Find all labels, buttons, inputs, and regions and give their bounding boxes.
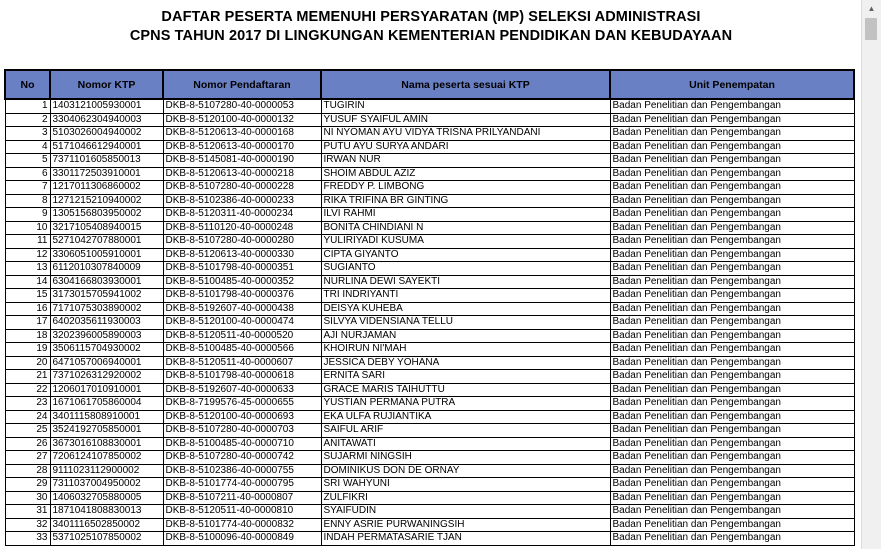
cell-nama-peserta: ILVI RAHMI bbox=[321, 208, 610, 222]
cell-nomor-ktp: 1305156803950002 bbox=[50, 208, 163, 222]
cell-unit-penempatan: Badan Penelitian dan Pengembangan bbox=[610, 383, 854, 397]
table-row bbox=[5, 343, 854, 357]
document-title-line2: CPNS TAHUN 2017 DI LINGKUNGAN KEMENTERIAN PENDIDIKAN DAN KEBUDAYAAN bbox=[129, 28, 733, 44]
cell-unit-penempatan: Badan Penelitian dan Pengembangan bbox=[610, 464, 854, 478]
table-row bbox=[5, 275, 854, 289]
cell-nama-peserta: SUGIANTO bbox=[321, 262, 610, 276]
table-row bbox=[5, 181, 854, 195]
cell-nama-peserta: RIKA TRIFINA BR GINTING bbox=[321, 194, 610, 208]
table-row bbox=[5, 410, 854, 424]
cell-nomor-pendaftaran: DKB-8-5102386-40-0000233 bbox=[163, 194, 321, 208]
cell-no: 22 bbox=[5, 383, 50, 397]
cell-unit-penempatan: Badan Penelitian dan Pengembangan bbox=[610, 99, 854, 113]
cell-no: 24 bbox=[5, 410, 50, 424]
header-unit-penempatan: Unit Penempatan bbox=[610, 70, 854, 99]
cell-nama-peserta: SUJARMI NINGSIH bbox=[321, 451, 610, 465]
cell-no: 12 bbox=[5, 248, 50, 262]
participants-table bbox=[4, 69, 855, 546]
cell-nama-peserta: PUTU AYU SURYA ANDARI bbox=[321, 140, 610, 154]
header-nama-peserta: Nama peserta sesuai KTP bbox=[321, 70, 610, 99]
cell-nama-peserta: NI NYOMAN AYU VIDYA TRISNA PRILYANDANI bbox=[321, 127, 610, 141]
table-row bbox=[5, 302, 854, 316]
cell-nomor-pendaftaran: DKB-8-5100096-40-0000849 bbox=[163, 532, 321, 546]
cell-nama-peserta: DOMINIKUS DON DE ORNAY bbox=[321, 464, 610, 478]
cell-nomor-pendaftaran: DKB-8-5120613-40-0000170 bbox=[163, 140, 321, 154]
table-row bbox=[5, 221, 854, 235]
cell-unit-penempatan: Badan Penelitian dan Pengembangan bbox=[610, 235, 854, 249]
table-row bbox=[5, 167, 854, 181]
cell-nama-peserta: KHOIRUN NI'MAH bbox=[321, 343, 610, 357]
cell-nama-peserta: SAIFUL ARIF bbox=[321, 424, 610, 438]
cell-unit-penempatan: Badan Penelitian dan Pengembangan bbox=[610, 343, 854, 357]
cell-nomor-ktp: 6112010307840009 bbox=[50, 262, 163, 276]
cell-no: 8 bbox=[5, 194, 50, 208]
cell-nomor-pendaftaran: DKB-8-5107211-40-0000807 bbox=[163, 491, 321, 505]
cell-nomor-ktp: 5103026004940002 bbox=[50, 127, 163, 141]
cell-unit-penempatan: Badan Penelitian dan Pengembangan bbox=[610, 356, 854, 370]
cell-nomor-pendaftaran: DKB-8-5102386-40-0000755 bbox=[163, 464, 321, 478]
cell-no: 26 bbox=[5, 437, 50, 451]
cell-nomor-pendaftaran: DKB-8-5145081-40-0000190 bbox=[163, 154, 321, 168]
cell-nama-peserta: TUGIRIN bbox=[321, 99, 610, 113]
cell-nama-peserta: DEISYA KUHEBA bbox=[321, 302, 610, 316]
table-row bbox=[5, 140, 854, 154]
cell-nomor-pendaftaran: DKB-8-5120100-40-0000132 bbox=[163, 113, 321, 127]
cell-no: 4 bbox=[5, 140, 50, 154]
cell-nama-peserta: BONITA CHINDIANI N bbox=[321, 221, 610, 235]
cell-nomor-ktp: 7371026312920002 bbox=[50, 370, 163, 384]
cell-nama-peserta: GRACE MARIS TAIHUTTU bbox=[321, 383, 610, 397]
cell-no: 5 bbox=[5, 154, 50, 168]
cell-nama-peserta: YULIRIYADI KUSUMA bbox=[321, 235, 610, 249]
cell-unit-penempatan: Badan Penelitian dan Pengembangan bbox=[610, 302, 854, 316]
cell-no: 2 bbox=[5, 113, 50, 127]
cell-nama-peserta: YUSTIAN PERMANA PUTRA bbox=[321, 397, 610, 411]
cell-nama-peserta: SILVYA VIDENSIANA TELLU bbox=[321, 316, 610, 330]
cell-nomor-pendaftaran: DKB-8-5101774-40-0000795 bbox=[163, 478, 321, 492]
cell-nama-peserta: SYAIFUDIN bbox=[321, 505, 610, 519]
cell-no: 6 bbox=[5, 167, 50, 181]
table-row bbox=[5, 235, 854, 249]
cell-nomor-pendaftaran: DKB-8-5100485-40-0000566 bbox=[163, 343, 321, 357]
cell-unit-penempatan: Badan Penelitian dan Pengembangan bbox=[610, 140, 854, 154]
cell-unit-penempatan: Badan Penelitian dan Pengembangan bbox=[610, 275, 854, 289]
cell-no: 31 bbox=[5, 505, 50, 519]
cell-unit-penempatan: Badan Penelitian dan Pengembangan bbox=[610, 127, 854, 141]
table-row bbox=[5, 289, 854, 303]
table-row bbox=[5, 505, 854, 519]
cell-no: 11 bbox=[5, 235, 50, 249]
cell-nomor-pendaftaran: DKB-8-5107280-40-0000228 bbox=[163, 181, 321, 195]
cell-nomor-ktp: 3304062304940003 bbox=[50, 113, 163, 127]
table-row bbox=[5, 127, 854, 141]
table-header-row bbox=[5, 70, 854, 99]
cell-no: 28 bbox=[5, 464, 50, 478]
cell-nomor-pendaftaran: DKB-8-5101774-40-0000832 bbox=[163, 518, 321, 532]
cell-no: 25 bbox=[5, 424, 50, 438]
table-row bbox=[5, 397, 854, 411]
cell-nama-peserta: CIPTA GIYANTO bbox=[321, 248, 610, 262]
cell-unit-penempatan: Badan Penelitian dan Pengembangan bbox=[610, 505, 854, 519]
cell-nomor-pendaftaran: DKB-8-5100485-40-0000352 bbox=[163, 275, 321, 289]
cell-unit-penempatan: Badan Penelitian dan Pengembangan bbox=[610, 113, 854, 127]
cell-nomor-pendaftaran: DKB-8-5107280-40-0000280 bbox=[163, 235, 321, 249]
cell-nama-peserta: IRWAN NUR bbox=[321, 154, 610, 168]
cell-no: 32 bbox=[5, 518, 50, 532]
cell-nomor-ktp: 5371025107850002 bbox=[50, 532, 163, 546]
cell-nomor-pendaftaran: DKB-8-5120613-40-0000218 bbox=[163, 167, 321, 181]
cell-nomor-ktp: 1217011306860002 bbox=[50, 181, 163, 195]
cell-nomor-ktp: 3524192705850001 bbox=[50, 424, 163, 438]
cell-nama-peserta: EKA ULFA RUJIANTIKA bbox=[321, 410, 610, 424]
header-nomor-pendaftaran: Nomor Pendaftaran bbox=[163, 70, 321, 99]
cell-nomor-pendaftaran: DKB-8-5110120-40-0000248 bbox=[163, 221, 321, 235]
cell-nama-peserta: AJI NURJAMAN bbox=[321, 329, 610, 343]
cell-nomor-pendaftaran: DKB-8-5120100-40-0000693 bbox=[163, 410, 321, 424]
cell-nama-peserta: YUSUF SYAIFUL AMIN bbox=[321, 113, 610, 127]
cell-nama-peserta: NURLINA DEWI SAYEKTI bbox=[321, 275, 610, 289]
cell-nama-peserta: ERNITA SARI bbox=[321, 370, 610, 384]
cell-no: 33 bbox=[5, 532, 50, 546]
cell-nomor-ktp: 7371101605850013 bbox=[50, 154, 163, 168]
document-title-line1: DAFTAR PESERTA MEMENUHI PERSYARATAN (MP) SELEKSI ADMINISTRASI bbox=[161, 9, 701, 25]
table-row bbox=[5, 478, 854, 492]
cell-nomor-ktp: 1406032705880005 bbox=[50, 491, 163, 505]
cell-nomor-ktp: 7171075303890002 bbox=[50, 302, 163, 316]
cell-unit-penempatan: Badan Penelitian dan Pengembangan bbox=[610, 437, 854, 451]
cell-nomor-ktp: 1206017010910001 bbox=[50, 383, 163, 397]
table-row bbox=[5, 113, 854, 127]
cell-nama-peserta: SHOIM ABDUL AZIZ bbox=[321, 167, 610, 181]
cell-nama-peserta: FREDDY P. LIMBONG bbox=[321, 181, 610, 195]
table-row bbox=[5, 154, 854, 168]
cell-nama-peserta: INDAH PERMATASARIE TJAN bbox=[321, 532, 610, 546]
cell-unit-penempatan: Badan Penelitian dan Pengembangan bbox=[610, 478, 854, 492]
cell-nomor-ktp: 3506115704930002 bbox=[50, 343, 163, 357]
cell-nama-peserta: JESSICA DEBY YOHANA bbox=[321, 356, 610, 370]
cell-nomor-ktp: 3673016108830001 bbox=[50, 437, 163, 451]
cell-nama-peserta: ENNY ASRIE PURWANINGSIH bbox=[321, 518, 610, 532]
table-row bbox=[5, 437, 854, 451]
cell-unit-penempatan: Badan Penelitian dan Pengembangan bbox=[610, 289, 854, 303]
cell-nomor-pendaftaran: DKB-8-5120311-40-0000234 bbox=[163, 208, 321, 222]
cell-nomor-ktp: 1671061705860004 bbox=[50, 397, 163, 411]
cell-nama-peserta: ANITAWATI bbox=[321, 437, 610, 451]
cell-nomor-ktp: 6402035611930003 bbox=[50, 316, 163, 330]
triangle-up-icon[interactable]: ▲ bbox=[867, 4, 876, 13]
table-row bbox=[5, 424, 854, 438]
cell-nomor-ktp: 7206124107850002 bbox=[50, 451, 163, 465]
cell-nomor-ktp: 3217105408940015 bbox=[50, 221, 163, 235]
cell-nomor-ktp: 1271215210940002 bbox=[50, 194, 163, 208]
table-row bbox=[5, 518, 854, 532]
table-row bbox=[5, 370, 854, 384]
cell-no: 7 bbox=[5, 181, 50, 195]
table-row bbox=[5, 532, 854, 546]
table-row bbox=[5, 99, 854, 113]
cell-no: 14 bbox=[5, 275, 50, 289]
scrollbar-thumb[interactable] bbox=[865, 18, 877, 40]
cell-nomor-pendaftaran: DKB-8-7199576-45-0000655 bbox=[163, 397, 321, 411]
cell-nomor-pendaftaran: DKB-8-5120511-40-0000810 bbox=[163, 505, 321, 519]
table-body bbox=[5, 99, 854, 545]
cell-nomor-pendaftaran: DKB-8-5107280-40-0000742 bbox=[163, 451, 321, 465]
cell-no: 23 bbox=[5, 397, 50, 411]
cell-no: 13 bbox=[5, 262, 50, 276]
cell-unit-penempatan: Badan Penelitian dan Pengembangan bbox=[610, 221, 854, 235]
cell-nomor-ktp: 1403121005930001 bbox=[50, 99, 163, 113]
cell-nomor-ktp: 3401115808910001 bbox=[50, 410, 163, 424]
cell-nomor-pendaftaran: DKB-8-5120613-40-0000168 bbox=[163, 127, 321, 141]
cell-unit-penempatan: Badan Penelitian dan Pengembangan bbox=[610, 329, 854, 343]
cell-no: 29 bbox=[5, 478, 50, 492]
cell-unit-penempatan: Badan Penelitian dan Pengembangan bbox=[610, 316, 854, 330]
cell-no: 20 bbox=[5, 356, 50, 370]
cell-nomor-ktp: 5171046612940001 bbox=[50, 140, 163, 154]
cell-nomor-ktp: 9111023112900002 bbox=[50, 464, 163, 478]
cell-nomor-pendaftaran: DKB-8-5107280-40-0000053 bbox=[163, 99, 321, 113]
cell-unit-penempatan: Badan Penelitian dan Pengembangan bbox=[610, 397, 854, 411]
cell-no: 17 bbox=[5, 316, 50, 330]
cell-unit-penempatan: Badan Penelitian dan Pengembangan bbox=[610, 194, 854, 208]
table-row bbox=[5, 356, 854, 370]
cell-no: 19 bbox=[5, 343, 50, 357]
cell-nama-peserta: ZULFIKRI bbox=[321, 491, 610, 505]
cell-nomor-pendaftaran: DKB-8-5101798-40-0000376 bbox=[163, 289, 321, 303]
cell-unit-penempatan: Badan Penelitian dan Pengembangan bbox=[610, 167, 854, 181]
cell-no: 9 bbox=[5, 208, 50, 222]
header-nomor-ktp: Nomor KTP bbox=[50, 70, 163, 99]
cell-no: 21 bbox=[5, 370, 50, 384]
cell-nomor-ktp: 1871041808830013 bbox=[50, 505, 163, 519]
cell-nomor-ktp: 7311037004950002 bbox=[50, 478, 163, 492]
cell-unit-penempatan: Badan Penelitian dan Pengembangan bbox=[610, 370, 854, 384]
table-row bbox=[5, 316, 854, 330]
cell-nomor-ktp: 6471057006940001 bbox=[50, 356, 163, 370]
cell-nomor-pendaftaran: DKB-8-5192607-40-0000438 bbox=[163, 302, 321, 316]
table-row bbox=[5, 262, 854, 276]
cell-unit-penempatan: Badan Penelitian dan Pengembangan bbox=[610, 154, 854, 168]
cell-nomor-pendaftaran: DKB-8-5120511-40-0000520 bbox=[163, 329, 321, 343]
cell-unit-penempatan: Badan Penelitian dan Pengembangan bbox=[610, 248, 854, 262]
cell-nomor-pendaftaran: DKB-8-5120100-40-0000474 bbox=[163, 316, 321, 330]
cell-unit-penempatan: Badan Penelitian dan Pengembangan bbox=[610, 262, 854, 276]
cell-unit-penempatan: Badan Penelitian dan Pengembangan bbox=[610, 410, 854, 424]
cell-no: 16 bbox=[5, 302, 50, 316]
cell-nomor-ktp: 6304166803930001 bbox=[50, 275, 163, 289]
header-no: No bbox=[5, 70, 50, 99]
cell-no: 1 bbox=[5, 99, 50, 113]
table-row bbox=[5, 208, 854, 222]
cell-unit-penempatan: Badan Penelitian dan Pengembangan bbox=[610, 532, 854, 546]
cell-nomor-ktp: 3301172503910001 bbox=[50, 167, 163, 181]
table-row bbox=[5, 248, 854, 262]
cell-nama-peserta: TRI INDRIYANTI bbox=[321, 289, 610, 303]
cell-nomor-pendaftaran: DKB-8-5107280-40-0000703 bbox=[163, 424, 321, 438]
cell-nomor-ktp: 3401116502850002 bbox=[50, 518, 163, 532]
cell-unit-penempatan: Badan Penelitian dan Pengembangan bbox=[610, 491, 854, 505]
cell-nomor-ktp: 3306051005910001 bbox=[50, 248, 163, 262]
vertical-scrollbar[interactable] bbox=[861, 0, 881, 549]
table-row bbox=[5, 464, 854, 478]
cell-no: 15 bbox=[5, 289, 50, 303]
table-row bbox=[5, 451, 854, 465]
cell-no: 3 bbox=[5, 127, 50, 141]
table-row bbox=[5, 194, 854, 208]
table-row bbox=[5, 383, 854, 397]
cell-nomor-pendaftaran: DKB-8-5192607-40-0000633 bbox=[163, 383, 321, 397]
cell-no: 10 bbox=[5, 221, 50, 235]
cell-nomor-pendaftaran: DKB-8-5100485-40-0000710 bbox=[163, 437, 321, 451]
cell-nomor-pendaftaran: DKB-8-5120511-40-0000607 bbox=[163, 356, 321, 370]
cell-nomor-pendaftaran: DKB-8-5101798-40-0000618 bbox=[163, 370, 321, 384]
cell-nomor-ktp: 5271042707880001 bbox=[50, 235, 163, 249]
cell-no: 18 bbox=[5, 329, 50, 343]
cell-nomor-pendaftaran: DKB-8-5101798-40-0000351 bbox=[163, 262, 321, 276]
cell-no: 30 bbox=[5, 491, 50, 505]
cell-no: 27 bbox=[5, 451, 50, 465]
table-row bbox=[5, 329, 854, 343]
cell-unit-penempatan: Badan Penelitian dan Pengembangan bbox=[610, 518, 854, 532]
cell-nomor-ktp: 3173015705941002 bbox=[50, 289, 163, 303]
cell-unit-penempatan: Badan Penelitian dan Pengembangan bbox=[610, 424, 854, 438]
cell-unit-penempatan: Badan Penelitian dan Pengembangan bbox=[610, 208, 854, 222]
cell-unit-penempatan: Badan Penelitian dan Pengembangan bbox=[610, 181, 854, 195]
cell-nomor-pendaftaran: DKB-8-5120613-40-0000330 bbox=[163, 248, 321, 262]
cell-unit-penempatan: Badan Penelitian dan Pengembangan bbox=[610, 451, 854, 465]
table-row bbox=[5, 491, 854, 505]
cell-nomor-ktp: 3202396005890003 bbox=[50, 329, 163, 343]
cell-nama-peserta: SRI WAHYUNI bbox=[321, 478, 610, 492]
